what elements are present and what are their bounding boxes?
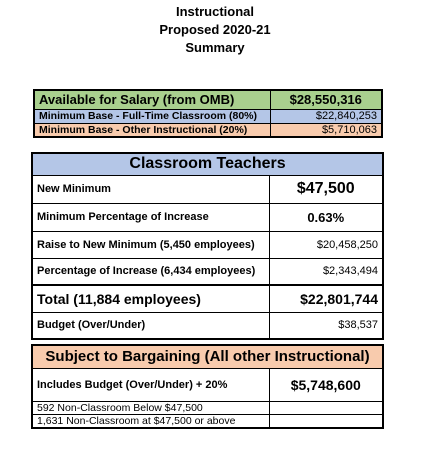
classroom-row-percentage-increase [32,258,383,285]
omb-available-label: Available for Salary (from OMB) [34,90,270,109]
percentage-increase-value: $2,343,494 [269,258,383,285]
budget-label: Budget (Over/Under) [32,312,269,339]
classroom-teachers-table [31,152,384,340]
omb-other-label: Minimum Base - Other Instructional (20%) [34,123,270,137]
bargaining-title-row [32,345,383,368]
omb-table [33,89,383,138]
bargaining-row-below [32,401,383,414]
bargaining-row-includes-budget [32,368,383,401]
includes-budget-label: Includes Budget (Over/Under) + 20% [32,368,269,401]
new-minimum-label: New Minimum [32,175,269,203]
non-classroom-below-label: 592 Non-Classroom Below $47,500 [32,401,269,414]
classroom-row-total [32,285,383,312]
total-label: Total (11,884 employees) [32,285,269,312]
min-percentage-label: Minimum Percentage of Increase [32,203,269,231]
classroom-row-new-minimum [32,175,383,203]
min-percentage-value: 0.63% [269,203,383,231]
total-value: $22,801,744 [269,285,383,312]
classroom-row-raise [32,231,383,258]
omb-full-time-label: Minimum Base - Full-Time Classroom (80%) [34,109,270,123]
header-subtitle: Proposed 2020-21 [159,22,271,37]
bargaining-row-above [32,414,383,428]
header-title: Instructional [175,4,254,19]
omb-row-available [34,90,382,109]
percentage-increase-label: Percentage of Increase (6,434 employees) [32,258,269,285]
non-classroom-above-value [269,414,383,428]
omb-other-value: $5,710,063 [270,123,382,137]
raise-value: $20,458,250 [269,231,383,258]
bargaining-title: Subject to Bargaining (All other Instructional) [32,345,383,368]
raise-label: Raise to New Minimum (5,450 employees) [32,231,269,258]
non-classroom-below-value [269,401,383,414]
classroom-row-budget [32,312,383,339]
new-minimum-value: $47,500 [269,175,383,203]
omb-row-other [34,123,382,137]
omb-available-value: $28,550,316 [270,90,382,109]
classroom-title-row [32,153,383,175]
omb-row-full-time [34,109,382,123]
non-classroom-above-label: 1,631 Non-Classroom at $47,500 or above [32,414,269,428]
omb-full-time-value: $22,840,253 [270,109,382,123]
classroom-row-min-percentage [32,203,383,231]
bargaining-table [31,344,384,429]
classroom-title: Classroom Teachers [32,153,383,175]
header-summary: Summary [185,40,245,55]
includes-budget-value: $5,748,600 [269,368,383,401]
budget-value: $38,537 [269,312,383,339]
